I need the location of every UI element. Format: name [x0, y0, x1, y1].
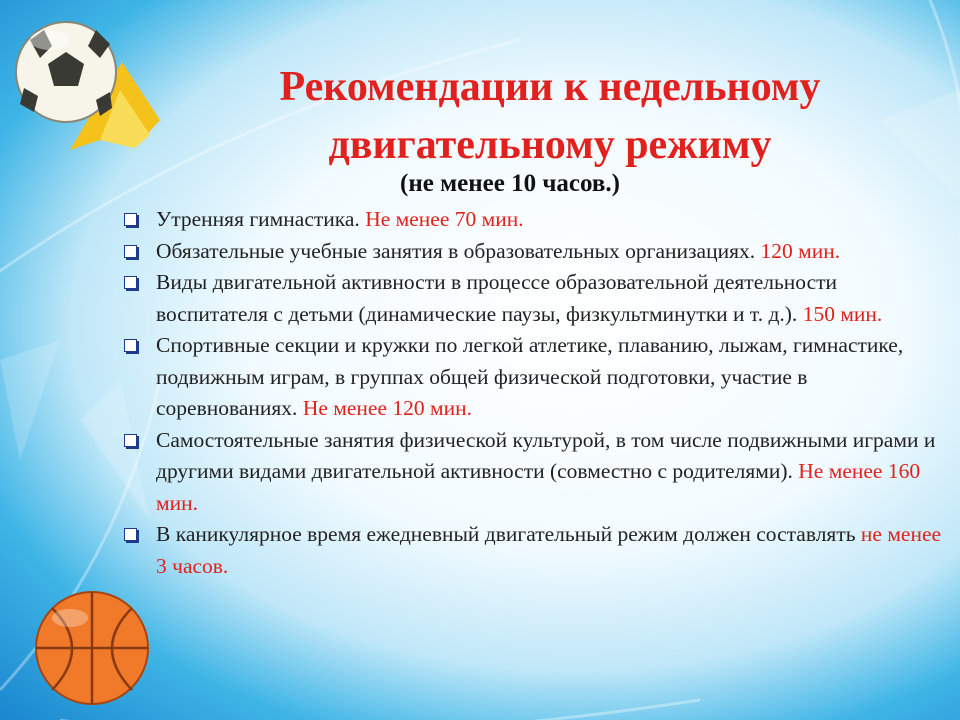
checkbox-bullet-icon	[124, 339, 137, 352]
checkbox-bullet-icon	[124, 528, 137, 541]
title-line-1: Рекомендации к недельному	[279, 64, 821, 110]
checkbox-bullet-icon	[124, 276, 137, 289]
checkbox-bullet-icon	[124, 213, 137, 226]
slide-subtitle: (не менее 10 часов.)	[400, 170, 620, 197]
slide-title	[200, 58, 900, 174]
list-item	[120, 204, 950, 236]
list-item	[120, 519, 950, 582]
title-line-2: двигательному режиму	[328, 122, 772, 168]
item-duration: 150 мин.	[802, 301, 883, 326]
list-item	[120, 330, 950, 425]
item-duration: Не менее 70 мин.	[365, 207, 524, 231]
list-item	[120, 236, 950, 268]
list-item	[120, 425, 950, 520]
checkbox-bullet-icon	[124, 434, 137, 447]
item-duration: Не менее 160 мин.	[156, 459, 921, 515]
item-text: В каникулярное время ежедневный двигательный режим должен составлять	[156, 522, 861, 546]
item-duration: 120 мин.	[760, 238, 841, 263]
item-text: Спортивные секции и кружки по легкой атлетике, плаванию, лыжам, гимнастике, подвижным играм, в группах общей физической подготовки, участие в соревнованиях.	[156, 333, 904, 420]
list-item	[120, 267, 950, 330]
item-duration: не менее 3 часов.	[156, 522, 942, 578]
item-text: Виды двигательной активности в процессе образовательной деятельности воспитателя с детьми (динамические паузы, физкультминутки и т. д.).	[156, 270, 838, 326]
item-text: Утренняя гимнастика.	[156, 207, 366, 231]
item-text: Самостоятельные занятия физической культурой, в том числе подвижными играми и другими видами двигательной активности (совместно с родителями).	[156, 427, 936, 483]
item-text: Обязательные учебные занятия в образовательных организациях.	[156, 238, 761, 263]
item-duration: Не менее 120 мин.	[302, 396, 472, 420]
recommendation-list	[120, 204, 950, 582]
checkbox-bullet-icon	[124, 245, 137, 258]
